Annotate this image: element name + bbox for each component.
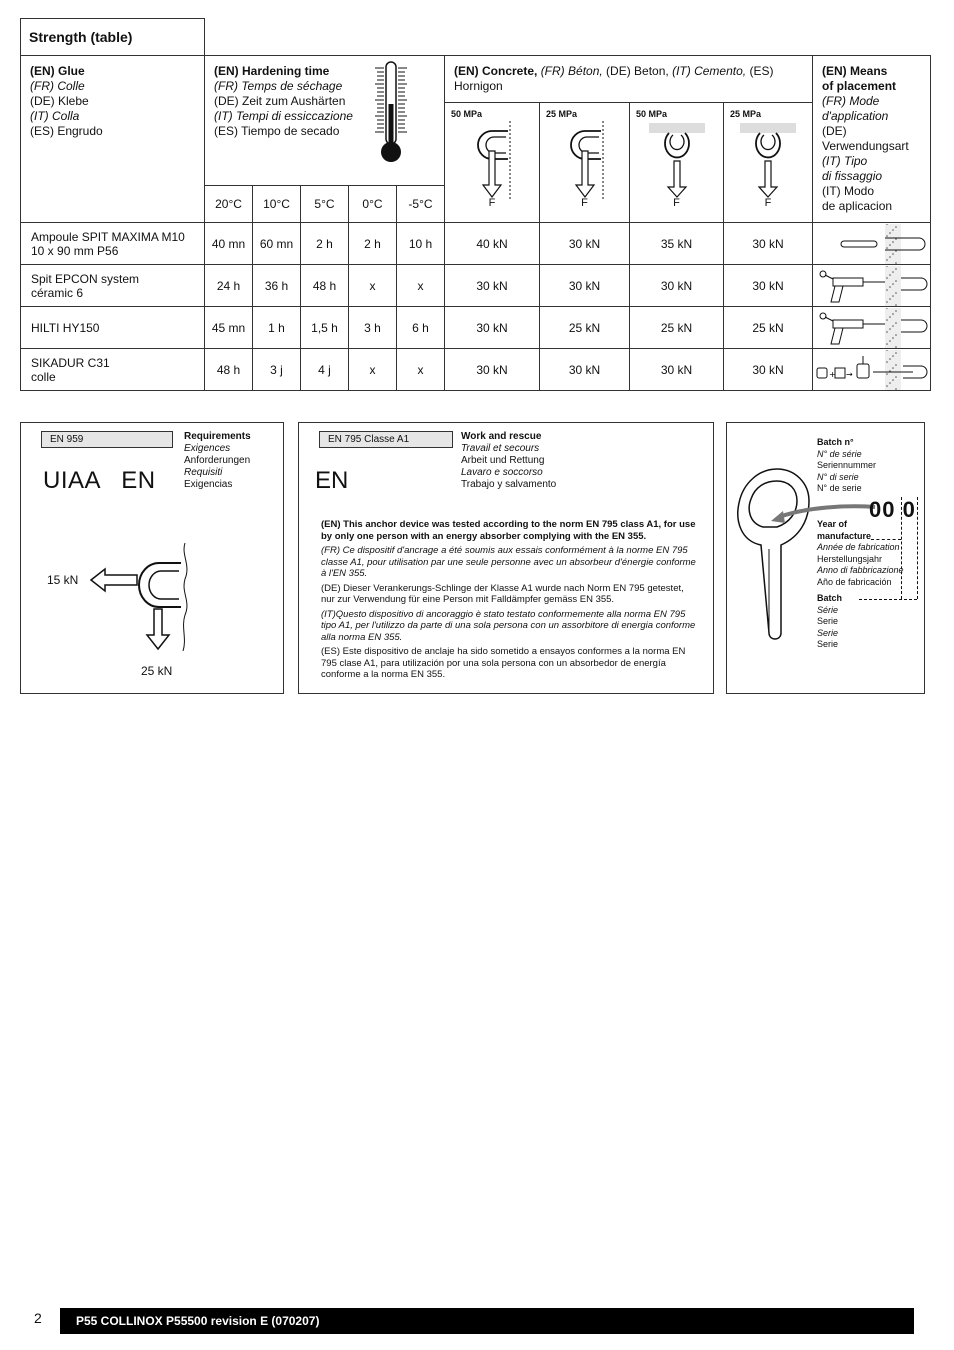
text-line: Seriennummer bbox=[817, 460, 877, 470]
row-label: HILTI HY150 bbox=[21, 307, 205, 349]
text-line: (FR) Mode bbox=[822, 94, 880, 108]
text-line: Year of bbox=[817, 519, 848, 529]
load-cell: 30 kN bbox=[445, 265, 540, 307]
text-line: (IT) Colla bbox=[30, 109, 80, 123]
glue-gun-icon bbox=[813, 308, 929, 348]
text-line: manufacture bbox=[817, 530, 872, 541]
text-line: Año de fabricación bbox=[817, 576, 892, 587]
requirements-list bbox=[184, 431, 251, 491]
hardening-time-cell: 24 h bbox=[205, 265, 253, 307]
marking-box bbox=[726, 422, 925, 694]
thermometer-icon bbox=[373, 60, 409, 166]
concrete-grade-cell: 50 MPa F bbox=[630, 103, 724, 223]
text-line: (ES) Tiempo de secado bbox=[214, 124, 340, 138]
anchor-load-diagram-icon bbox=[81, 535, 201, 655]
text-line: (IT) Tempi di essiccazione bbox=[214, 109, 353, 123]
year-list bbox=[817, 519, 904, 588]
work-list bbox=[461, 431, 556, 491]
mixing-icon bbox=[813, 350, 929, 390]
load-cell: 25 kN bbox=[630, 307, 724, 349]
hardening-header bbox=[205, 56, 445, 186]
text-line: (DE) Zeit zum Aushärten bbox=[214, 94, 346, 108]
hardening-time-cell: 36 h bbox=[253, 265, 301, 307]
page-number: 2 bbox=[34, 1310, 42, 1326]
text-line: (FR) Temps de séchage bbox=[214, 79, 343, 93]
hardening-time-cell: 48 h bbox=[205, 349, 253, 391]
load-cell: 30 kN bbox=[540, 349, 630, 391]
text-line: (DE) Verwendungsart bbox=[822, 124, 909, 153]
text-line: Anforderungen bbox=[184, 455, 251, 466]
temp-cell: -5°C bbox=[397, 186, 445, 223]
row-label: SIKADUR C31 colle bbox=[21, 349, 205, 391]
text-line: N° de série bbox=[817, 448, 862, 459]
concrete-grade-cell: 25 MPa F bbox=[724, 103, 813, 223]
hardening-time-cell: 1 h bbox=[253, 307, 301, 349]
anchor-ring-icon bbox=[462, 121, 522, 201]
text-line: Herstellungsjahr bbox=[817, 553, 883, 564]
batch-series-list bbox=[817, 593, 842, 651]
text-line: N° de serie bbox=[817, 483, 862, 493]
anchor-ring-icon bbox=[555, 121, 615, 201]
hardening-time-cell: x bbox=[349, 265, 397, 307]
norm-label: EN 959 bbox=[41, 431, 173, 448]
text-line: Work and rescue bbox=[461, 431, 542, 442]
text-line: (EN) Glue bbox=[30, 64, 85, 78]
hardening-time-cell: 10 h bbox=[397, 223, 445, 265]
hardening-time-cell: 2 h bbox=[301, 223, 349, 265]
placement-cell bbox=[813, 349, 931, 391]
batch-code: 00 0 bbox=[869, 497, 916, 522]
hardening-time-cell: 4 j bbox=[301, 349, 349, 391]
side-force-label: 15 kN bbox=[47, 573, 79, 587]
row-label: Spit EPCON system céramic 6 bbox=[21, 265, 205, 307]
hardening-time-cell: 3 j bbox=[253, 349, 301, 391]
table-row bbox=[21, 223, 931, 265]
svg-text:+: + bbox=[829, 369, 836, 379]
down-force-label: 25 kN bbox=[141, 664, 173, 678]
text-line: (IT) Modo bbox=[822, 184, 875, 198]
en959-box bbox=[20, 422, 284, 694]
certification-mark: EN bbox=[315, 467, 349, 494]
text-line: Trabajo y salvamento bbox=[461, 479, 557, 490]
strength-table bbox=[20, 18, 931, 391]
placement-cell bbox=[813, 265, 931, 307]
text-line: (IT) Tipo bbox=[822, 154, 868, 168]
text-line: (DE) Klebe bbox=[30, 94, 89, 108]
text-line: (EN) Hardening time bbox=[214, 64, 330, 78]
text-line: (EN) Means bbox=[822, 64, 888, 78]
row-label: Ampoule SPIT MAXIMA M10 10 x 90 mm P56 bbox=[21, 223, 205, 265]
temp-cell: 10°C bbox=[253, 186, 301, 223]
text-line: (ES) Engrudo bbox=[30, 124, 103, 138]
hardening-time-cell: 1,5 h bbox=[301, 307, 349, 349]
footer-bar: P55 COLLINOX P55500 revision E (070207) bbox=[60, 1308, 914, 1334]
load-cell: 25 kN bbox=[540, 307, 630, 349]
text-line: Batch bbox=[817, 593, 843, 603]
text-line: Batch n° bbox=[817, 437, 854, 447]
load-cell: 30 kN bbox=[540, 223, 630, 265]
text-line: (FR) Colle bbox=[30, 79, 85, 93]
text-line: de aplicacion bbox=[822, 199, 893, 213]
hardening-time-cell: 3 h bbox=[349, 307, 397, 349]
batch-list bbox=[817, 437, 876, 495]
load-cell: 30 kN bbox=[445, 349, 540, 391]
glue-header bbox=[21, 56, 205, 223]
anchor-ring-icon bbox=[647, 121, 707, 201]
load-cell: 30 kN bbox=[630, 265, 724, 307]
hardening-time-cell: x bbox=[397, 265, 445, 307]
text-line: d'application bbox=[822, 109, 889, 123]
hardening-time-cell: x bbox=[349, 349, 397, 391]
text-line: Lavaro e soccorso bbox=[461, 467, 543, 478]
table-row bbox=[21, 349, 931, 391]
table-row bbox=[21, 265, 931, 307]
table-row bbox=[21, 307, 931, 349]
hardening-time-cell: 2 h bbox=[349, 223, 397, 265]
text-line: di fissaggio bbox=[822, 169, 883, 183]
anchor-eye-icon bbox=[733, 457, 813, 647]
hardening-time-cell: 40 mn bbox=[205, 223, 253, 265]
hardening-time-cell: x bbox=[397, 349, 445, 391]
text-line: Année de fabrication bbox=[817, 542, 900, 552]
text-line: Requirements bbox=[184, 431, 251, 442]
hardening-time-cell: 48 h bbox=[301, 265, 349, 307]
glue-gun-icon bbox=[813, 266, 929, 306]
certification-marks: UIAA EN bbox=[43, 467, 156, 494]
text-line: Requisiti bbox=[184, 467, 223, 478]
text-line: N° di serie bbox=[817, 471, 859, 482]
placement-cell bbox=[813, 307, 931, 349]
load-cell: 30 kN bbox=[630, 349, 724, 391]
load-cell: 40 kN bbox=[445, 223, 540, 265]
load-cell: 30 kN bbox=[724, 223, 813, 265]
text-line: Serie bbox=[817, 639, 839, 649]
load-cell: 30 kN bbox=[724, 349, 813, 391]
text-line: Arbeit und Rettung bbox=[461, 455, 545, 466]
placement-cell bbox=[813, 223, 931, 265]
text-line: Exigences bbox=[184, 443, 231, 454]
temp-cell: 20°C bbox=[205, 186, 253, 223]
anchor-ring-icon bbox=[738, 121, 798, 201]
ampoule-icon bbox=[813, 224, 929, 264]
load-cell: 25 kN bbox=[724, 307, 813, 349]
load-cell: 35 kN bbox=[630, 223, 724, 265]
concrete-header: (EN) Concrete, (FR) Béton, (DE) Beton, (IT) Cemento, (ES) Hornigon bbox=[445, 56, 813, 103]
text-line: Série bbox=[817, 604, 839, 615]
hardening-time-cell: 60 mn bbox=[253, 223, 301, 265]
text-line: Anno di fabbricazione bbox=[817, 565, 904, 575]
load-cell: 30 kN bbox=[724, 265, 813, 307]
text-line: Exigencias bbox=[184, 479, 233, 490]
text-line: Serie bbox=[817, 627, 839, 638]
norm-label: EN 795 Classe A1 bbox=[319, 431, 453, 448]
concrete-grade-cell: 25 MPa F bbox=[540, 103, 630, 223]
hardening-time-cell: 45 mn bbox=[205, 307, 253, 349]
load-cell: 30 kN bbox=[540, 265, 630, 307]
hardening-time-cell: 6 h bbox=[397, 307, 445, 349]
text-line: Serie bbox=[817, 616, 839, 626]
svg-text:→: → bbox=[846, 369, 853, 379]
concrete-grade-cell: 50 MPa F bbox=[445, 103, 540, 223]
table-title: Strength (table) bbox=[21, 19, 205, 56]
text-line: of placement bbox=[822, 79, 897, 93]
en795-box bbox=[298, 422, 714, 694]
temp-cell: 5°C bbox=[301, 186, 349, 223]
text-line: Travail et secours bbox=[461, 443, 540, 454]
means-header bbox=[813, 56, 931, 223]
load-cell: 30 kN bbox=[445, 307, 540, 349]
norm-description: (EN) This anchor device was tested according to the norm EN 795 class A1, for use by only one person with an energy absorber complying with the EN 355. (FR) Ce dispositif d'ancrage a été soumis aux essais conformément à la norme EN 795 classe A1, pour utilisation par une seule personne avec un absorbeur d'énergie conforme à l'EN 355. (DE) Dieser Verankerungs-Schlinge der Klasse A1 wurde nach Norm EN 795 getestet, nur zur Verwendung für eine Person mit Falldämpfer gemäss EN 355. (IT)Questo dispositivo di ancoraggio è stato testato conformemente alla norma EN 795 tipo A1, per l'utilizzo da parte di una sola persona con un assorbitore di energia conforme alla norma EN 355. (ES) Este dispositivo de anclaje ha sido sometido a ensayos conformes a la norma EN 795 clase A1, para utilización por una sola persona con un absorbedor de energía conforme a la norma EN 355. bbox=[321, 519, 696, 680]
temp-cell: 0°C bbox=[349, 186, 397, 223]
